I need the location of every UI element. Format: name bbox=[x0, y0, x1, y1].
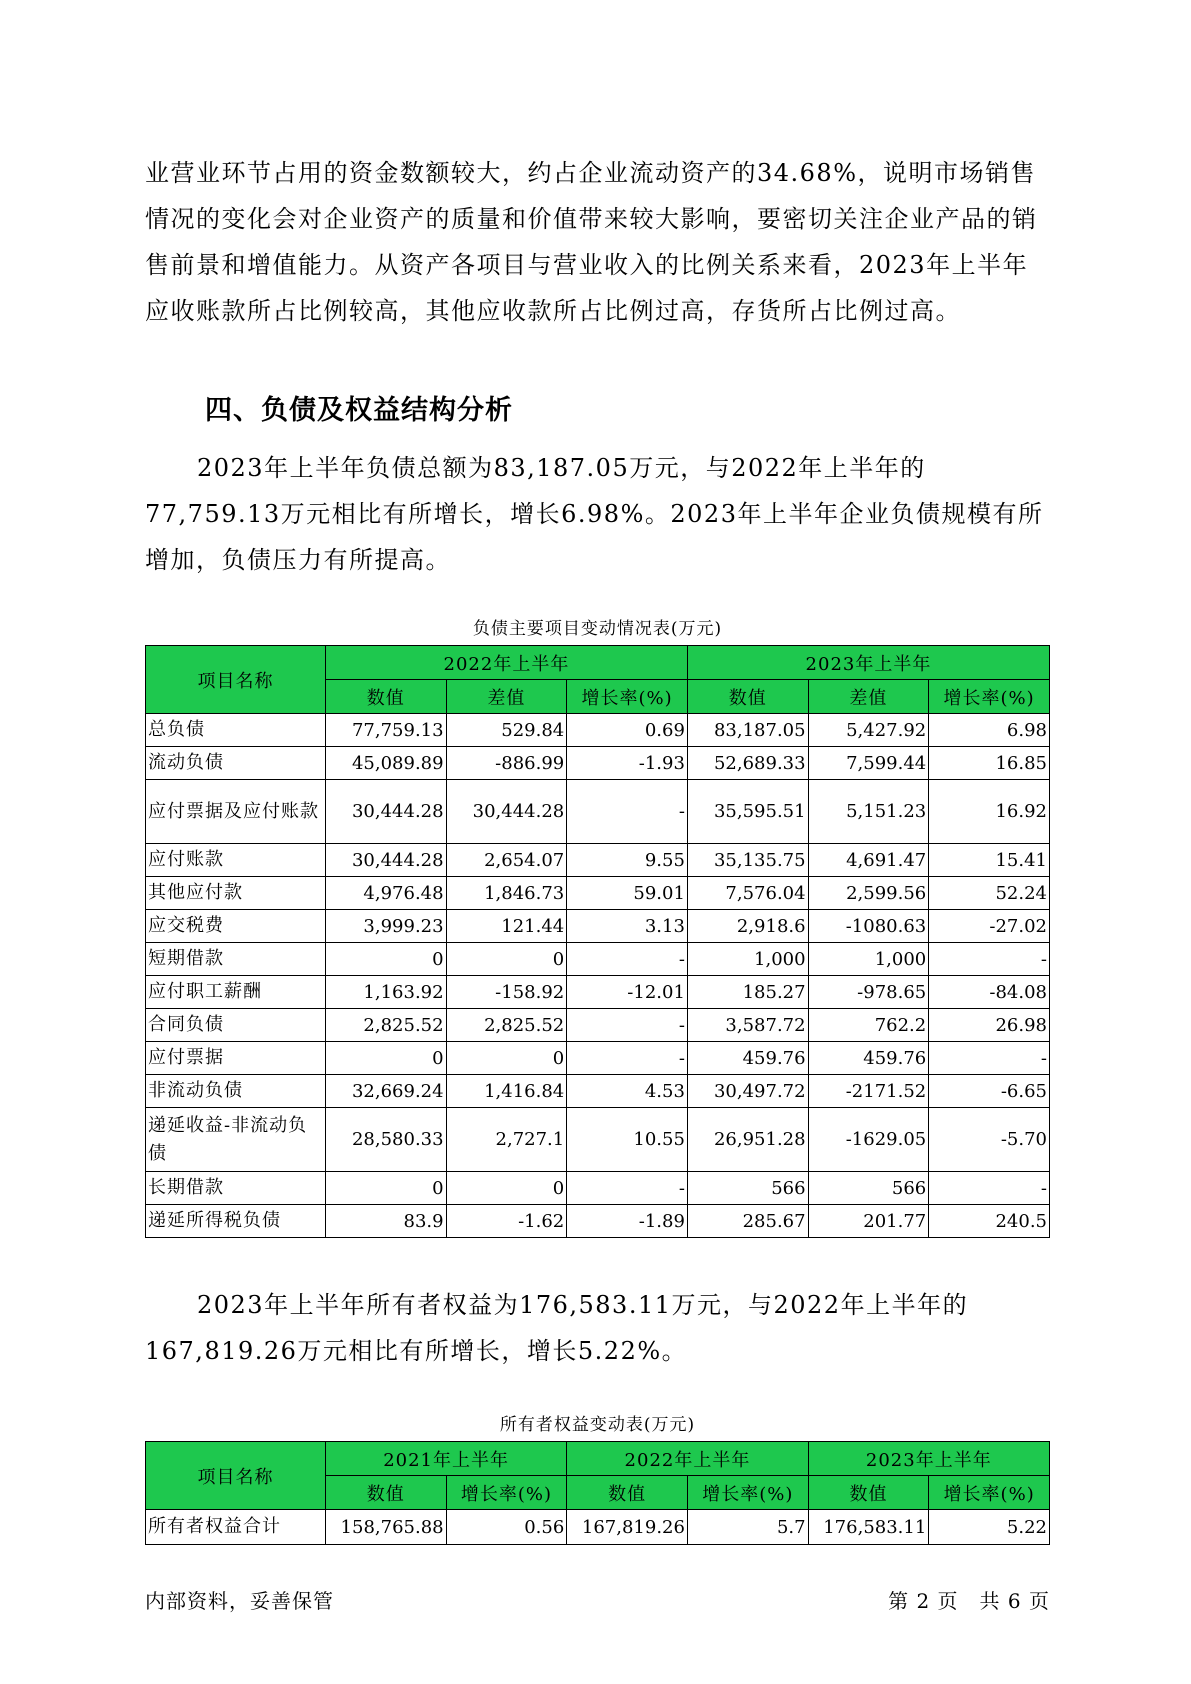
row-name: 总负债 bbox=[146, 714, 326, 747]
cell-rate: - bbox=[567, 1042, 688, 1075]
cell-value: 285.67 bbox=[687, 1205, 808, 1238]
cell-diff: 0 bbox=[446, 1042, 567, 1075]
cell-diff: -1629.05 bbox=[808, 1108, 929, 1172]
equity-table bbox=[145, 1441, 1050, 1545]
paragraph-intro: 业营业环节占用的资金数额较大，约占企业流动资产的34.68%，说明市场销售情况的变化会对企业资产的质量和价值带来较大影响，要密切关注企业产品的销售前景和增值能力。从资产各项目与营业收入的比例关系来看，2023年上半年应收账款所占比例较高，其他应收款所占比例过高，存货所占比例过高。 bbox=[145, 159, 1038, 325]
cell-rate: -12.01 bbox=[567, 976, 688, 1009]
footer-page-number: 第 2 页 共 6 页 bbox=[888, 1589, 1050, 1613]
cell-value: 459.76 bbox=[687, 1042, 808, 1075]
header-rate: 增长率(%) bbox=[567, 680, 688, 714]
table-row bbox=[146, 780, 1050, 844]
cell-value: 3,587.72 bbox=[687, 1009, 808, 1042]
table-caption-liabilities: 负债主要项目变动情况表(万元) bbox=[472, 619, 723, 639]
cell-rate: -27.02 bbox=[929, 910, 1050, 943]
header-diff: 差值 bbox=[446, 680, 567, 714]
cell-rate: - bbox=[567, 780, 688, 844]
table-row bbox=[146, 976, 1050, 1009]
row-name: 应付职工薪酬 bbox=[146, 976, 326, 1009]
cell-rate: 26.98 bbox=[929, 1009, 1050, 1042]
header-value: 数值 bbox=[325, 1476, 446, 1510]
cell-value: 7,576.04 bbox=[687, 877, 808, 910]
table-row bbox=[146, 1042, 1050, 1075]
cell-rate: 9.55 bbox=[567, 844, 688, 877]
header-period-2022: 2022年上半年 bbox=[567, 1442, 808, 1476]
cell-diff: 1,416.84 bbox=[446, 1075, 567, 1108]
cell-value: 32,669.24 bbox=[325, 1075, 446, 1108]
cell-diff: -158.92 bbox=[446, 976, 567, 1009]
table-row bbox=[146, 910, 1050, 943]
cell-value: 30,444.28 bbox=[325, 844, 446, 877]
header-value: 数值 bbox=[567, 1476, 688, 1510]
cell-diff: 4,691.47 bbox=[808, 844, 929, 877]
row-name: 长期借款 bbox=[146, 1172, 326, 1205]
cell-diff: 566 bbox=[808, 1172, 929, 1205]
cell-diff: 2,825.52 bbox=[446, 1009, 567, 1042]
cell-value: 52,689.33 bbox=[687, 747, 808, 780]
cell-rate: -5.70 bbox=[929, 1108, 1050, 1172]
cell-rate: - bbox=[567, 943, 688, 976]
cell-value: 26,951.28 bbox=[687, 1108, 808, 1172]
cell-value: 0 bbox=[325, 1042, 446, 1075]
row-name: 非流动负债 bbox=[146, 1075, 326, 1108]
cell-diff: 7,599.44 bbox=[808, 747, 929, 780]
cell-rate: 240.5 bbox=[929, 1205, 1050, 1238]
row-name: 应付票据 bbox=[146, 1042, 326, 1075]
cell-value: 167,819.26 bbox=[567, 1510, 688, 1545]
header-value: 数值 bbox=[808, 1476, 929, 1510]
table-row bbox=[146, 1009, 1050, 1042]
table-row bbox=[146, 1510, 1050, 1545]
header-rate: 增长率(%) bbox=[687, 1476, 808, 1510]
cell-diff: 201.77 bbox=[808, 1205, 929, 1238]
cell-rate: 0.69 bbox=[567, 714, 688, 747]
table-row bbox=[146, 747, 1050, 780]
cell-diff: 30,444.28 bbox=[446, 780, 567, 844]
header-rate: 增长率(%) bbox=[929, 680, 1050, 714]
cell-rate: - bbox=[929, 943, 1050, 976]
cell-value: 35,135.75 bbox=[687, 844, 808, 877]
cell-value: 2,825.52 bbox=[325, 1009, 446, 1042]
cell-value: 35,595.51 bbox=[687, 780, 808, 844]
cell-rate: 6.98 bbox=[929, 714, 1050, 747]
table-row bbox=[146, 1172, 1050, 1205]
header-item-name: 项目名称 bbox=[146, 646, 326, 714]
header-value: 数值 bbox=[687, 680, 808, 714]
cell-diff: 529.84 bbox=[446, 714, 567, 747]
cell-value: 3,999.23 bbox=[325, 910, 446, 943]
cell-diff: -1.62 bbox=[446, 1205, 567, 1238]
cell-rate: - bbox=[929, 1172, 1050, 1205]
cell-diff: 2,599.56 bbox=[808, 877, 929, 910]
paragraph-liabilities: 2023年上半年负债总额为83,187.05万元，与2022年上半年的77,759.13万元相比有所增长，增长6.98%。2023年上半年企业负债规模有所增加，负债压力有所提高。 bbox=[145, 454, 1044, 574]
cell-rate: 16.85 bbox=[929, 747, 1050, 780]
row-name: 短期借款 bbox=[146, 943, 326, 976]
cell-rate: -1.93 bbox=[567, 747, 688, 780]
cell-value: 28,580.33 bbox=[325, 1108, 446, 1172]
cell-rate: 0.56 bbox=[446, 1510, 567, 1545]
table-row bbox=[146, 844, 1050, 877]
cell-value: 566 bbox=[687, 1172, 808, 1205]
cell-rate: 3.13 bbox=[567, 910, 688, 943]
header-period-2022: 2022年上半年 bbox=[325, 646, 687, 680]
header-item-name: 项目名称 bbox=[146, 1442, 326, 1510]
cell-value: 1,163.92 bbox=[325, 976, 446, 1009]
cell-rate: 10.55 bbox=[567, 1108, 688, 1172]
cell-value: 83,187.05 bbox=[687, 714, 808, 747]
header-period-2021: 2021年上半年 bbox=[325, 1442, 566, 1476]
table-row bbox=[146, 943, 1050, 976]
section-heading: 四、负债及权益结构分析 bbox=[205, 395, 513, 426]
cell-rate: 16.92 bbox=[929, 780, 1050, 844]
row-name: 应交税费 bbox=[146, 910, 326, 943]
cell-value: 0 bbox=[325, 943, 446, 976]
cell-diff: -1080.63 bbox=[808, 910, 929, 943]
cell-value: 30,444.28 bbox=[325, 780, 446, 844]
cell-rate: 5.22 bbox=[929, 1510, 1050, 1545]
row-name: 其他应付款 bbox=[146, 877, 326, 910]
cell-value: 1,000 bbox=[687, 943, 808, 976]
cell-diff: 459.76 bbox=[808, 1042, 929, 1075]
cell-value: 83.9 bbox=[325, 1205, 446, 1238]
table-row bbox=[146, 877, 1050, 910]
cell-rate: - bbox=[929, 1042, 1050, 1075]
cell-value: 176,583.11 bbox=[808, 1510, 929, 1545]
cell-diff: 762.2 bbox=[808, 1009, 929, 1042]
row-name: 递延所得税负债 bbox=[146, 1205, 326, 1238]
header-rate: 增长率(%) bbox=[446, 1476, 567, 1510]
cell-diff: 0 bbox=[446, 943, 567, 976]
cell-rate: - bbox=[567, 1009, 688, 1042]
cell-value: 0 bbox=[325, 1172, 446, 1205]
cell-rate: -6.65 bbox=[929, 1075, 1050, 1108]
cell-diff: -2171.52 bbox=[808, 1075, 929, 1108]
cell-rate: 15.41 bbox=[929, 844, 1050, 877]
cell-value: 45,089.89 bbox=[325, 747, 446, 780]
cell-rate: -1.89 bbox=[567, 1205, 688, 1238]
paragraph-equity: 2023年上半年所有者权益为176,583.11万元，与2022年上半年的167,819.26万元相比有所增长，增长5.22%。 bbox=[145, 1291, 969, 1365]
cell-diff: 2,654.07 bbox=[446, 844, 567, 877]
table-row bbox=[146, 1075, 1050, 1108]
footer-confidential-note: 内部资料，妥善保管 bbox=[145, 1589, 334, 1613]
header-rate: 增长率(%) bbox=[929, 1476, 1050, 1510]
cell-diff: 1,000 bbox=[808, 943, 929, 976]
row-name: 合同负债 bbox=[146, 1009, 326, 1042]
cell-value: 4,976.48 bbox=[325, 877, 446, 910]
cell-diff: 2,727.1 bbox=[446, 1108, 567, 1172]
cell-value: 2,918.6 bbox=[687, 910, 808, 943]
row-name: 应付票据及应付账款 bbox=[146, 780, 326, 844]
cell-rate: 4.53 bbox=[567, 1075, 688, 1108]
table-row bbox=[146, 1205, 1050, 1238]
cell-diff: 121.44 bbox=[446, 910, 567, 943]
cell-rate: -84.08 bbox=[929, 976, 1050, 1009]
cell-value: 158,765.88 bbox=[325, 1510, 446, 1545]
cell-rate: 52.24 bbox=[929, 877, 1050, 910]
table-row bbox=[146, 1108, 1050, 1172]
header-diff: 差值 bbox=[808, 680, 929, 714]
row-name: 所有者权益合计 bbox=[146, 1510, 326, 1545]
header-period-2023: 2023年上半年 bbox=[808, 1442, 1049, 1476]
cell-rate: - bbox=[567, 1172, 688, 1205]
cell-value: 30,497.72 bbox=[687, 1075, 808, 1108]
row-name: 流动负债 bbox=[146, 747, 326, 780]
header-value: 数值 bbox=[325, 680, 446, 714]
cell-diff: 1,846.73 bbox=[446, 877, 567, 910]
cell-diff: 0 bbox=[446, 1172, 567, 1205]
cell-rate: 5.7 bbox=[687, 1510, 808, 1545]
cell-diff: -978.65 bbox=[808, 976, 929, 1009]
cell-value: 185.27 bbox=[687, 976, 808, 1009]
table-caption-equity: 所有者权益变动表(万元) bbox=[499, 1415, 696, 1435]
cell-diff: -886.99 bbox=[446, 747, 567, 780]
liabilities-table bbox=[145, 645, 1050, 1238]
header-period-2023: 2023年上半年 bbox=[687, 646, 1049, 680]
row-name: 递延收益-非流动负债 bbox=[146, 1108, 326, 1172]
cell-diff: 5,151.23 bbox=[808, 780, 929, 844]
table-row bbox=[146, 714, 1050, 747]
cell-diff: 5,427.92 bbox=[808, 714, 929, 747]
cell-rate: 59.01 bbox=[567, 877, 688, 910]
cell-value: 77,759.13 bbox=[325, 714, 446, 747]
row-name: 应付账款 bbox=[146, 844, 326, 877]
